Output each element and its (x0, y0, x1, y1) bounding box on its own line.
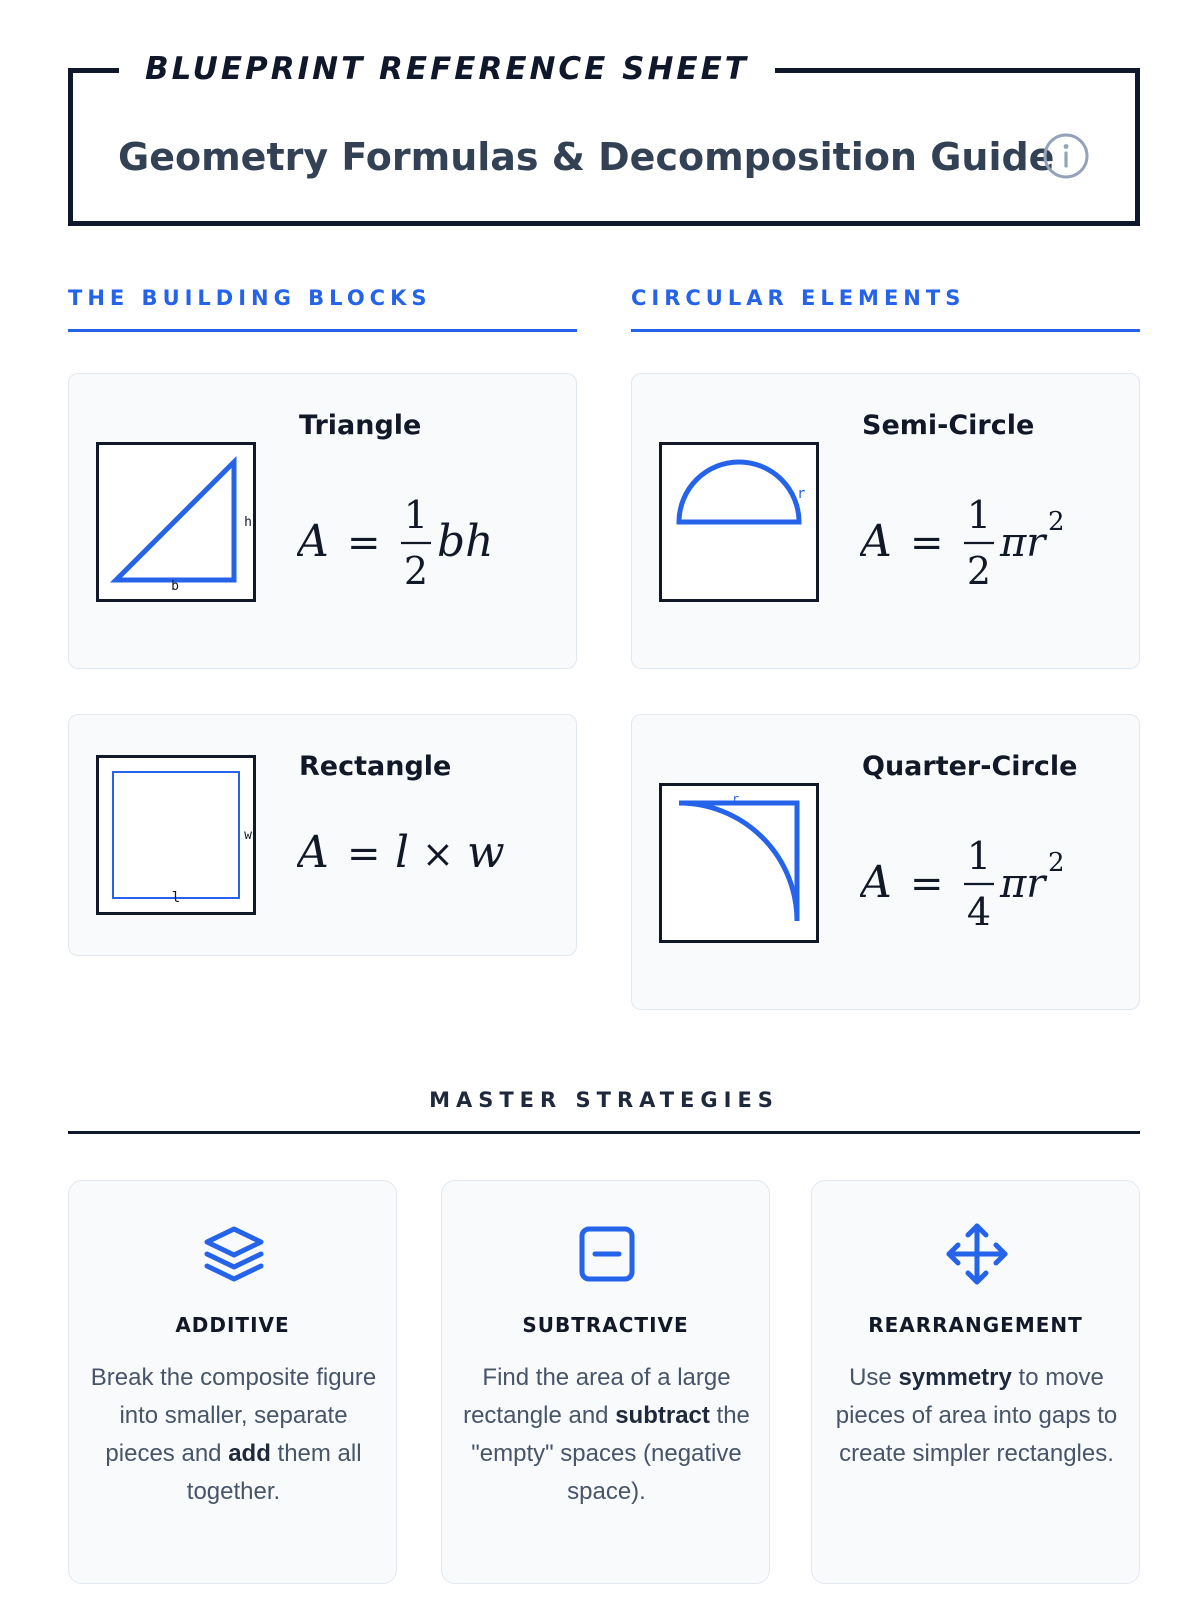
strategy-additive (68, 1180, 397, 1584)
rectangle-formula (297, 795, 567, 905)
formula-rest: πr (1000, 861, 1046, 907)
formula-rest: πr (1000, 520, 1046, 566)
page-title: Geometry Formulas & Decomposition Guide (118, 135, 1055, 179)
header-frame (68, 51, 1140, 226)
formula-denominator: 2 (403, 549, 429, 593)
info-circle-icon[interactable] (1041, 131, 1091, 181)
triangle-base-label: b (171, 579, 179, 594)
formula-numerator: 1 (403, 493, 429, 537)
rectangle-title: Rectangle (299, 751, 452, 782)
formula-rest: bh (437, 516, 494, 567)
quarter-circle-title: Quarter-Circle (862, 751, 1078, 782)
formula-lhs: A (860, 516, 892, 567)
rectangle-card (68, 714, 577, 956)
section-building-blocks: THE BUILDING BLOCKS (68, 280, 577, 332)
formula-denominator: 4 (966, 890, 992, 934)
formula-equals: = (347, 520, 381, 566)
formula-numerator: 1 (966, 834, 992, 878)
quarter-circle-radius-label: r (732, 792, 740, 806)
quarter-circle-card (631, 714, 1140, 1010)
strategy-subtractive-title: SUBTRACTIVE (522, 1313, 689, 1337)
formula-numerator: 1 (966, 493, 992, 537)
strategy-additive-title: ADDITIVE (175, 1313, 290, 1337)
formula-exponent: 2 (1048, 848, 1065, 878)
semi-circle-radius-label: r (797, 486, 806, 502)
formula-times: × (422, 832, 454, 876)
sheet-label: BLUEPRINT REFERENCE SHEET (119, 47, 775, 91)
rectangle-length-label: l (171, 890, 181, 906)
strategy-rearrangement (811, 1180, 1140, 1584)
strategy-additive-text: Break the composite figure into smaller, separate pieces and add them all together. (90, 1364, 377, 1505)
formula-length: l (395, 827, 410, 878)
quarter-circle-formula (860, 825, 1130, 935)
formula-lhs: A (297, 827, 329, 878)
layers-icon (201, 1221, 267, 1287)
triangle-height-label: h (244, 515, 252, 530)
rectangle-width-label: w (244, 828, 252, 843)
strategy-subtractive-text: Find the area of a large rectangle and subtract the "empty" spaces (negative space). (463, 1364, 750, 1505)
semi-circle-diagram (659, 442, 819, 602)
triangle-diagram (96, 442, 256, 602)
formula-lhs: A (860, 857, 892, 908)
semi-circle-title: Semi-Circle (862, 410, 1035, 441)
strategy-subtractive (441, 1180, 770, 1584)
strategy-rearrangement-text: Use symmetry to move pieces of area into gaps to create simpler rectangles. (835, 1364, 1118, 1467)
quarter-circle-diagram (659, 783, 819, 943)
section-circular-elements: CIRCULAR ELEMENTS (631, 280, 1140, 332)
move-arrows-icon (944, 1221, 1010, 1287)
formula-equals: = (910, 520, 944, 566)
formula-width: w (467, 827, 505, 878)
formula-exponent: 2 (1048, 507, 1065, 537)
semi-circle-card (631, 373, 1140, 669)
semi-circle-formula (860, 484, 1130, 594)
triangle-card (68, 373, 577, 669)
rectangle-diagram (96, 755, 256, 915)
minus-square-icon (574, 1221, 640, 1287)
triangle-formula (297, 484, 567, 594)
formula-equals: = (910, 861, 944, 907)
formula-lhs: A (297, 516, 329, 567)
strategy-rearrangement-title: REARRANGEMENT (868, 1313, 1083, 1337)
formula-denominator: 2 (966, 549, 992, 593)
formula-equals: = (347, 831, 381, 877)
triangle-title: Triangle (299, 410, 422, 441)
master-strategies-heading: MASTER STRATEGIES (68, 1082, 1140, 1134)
